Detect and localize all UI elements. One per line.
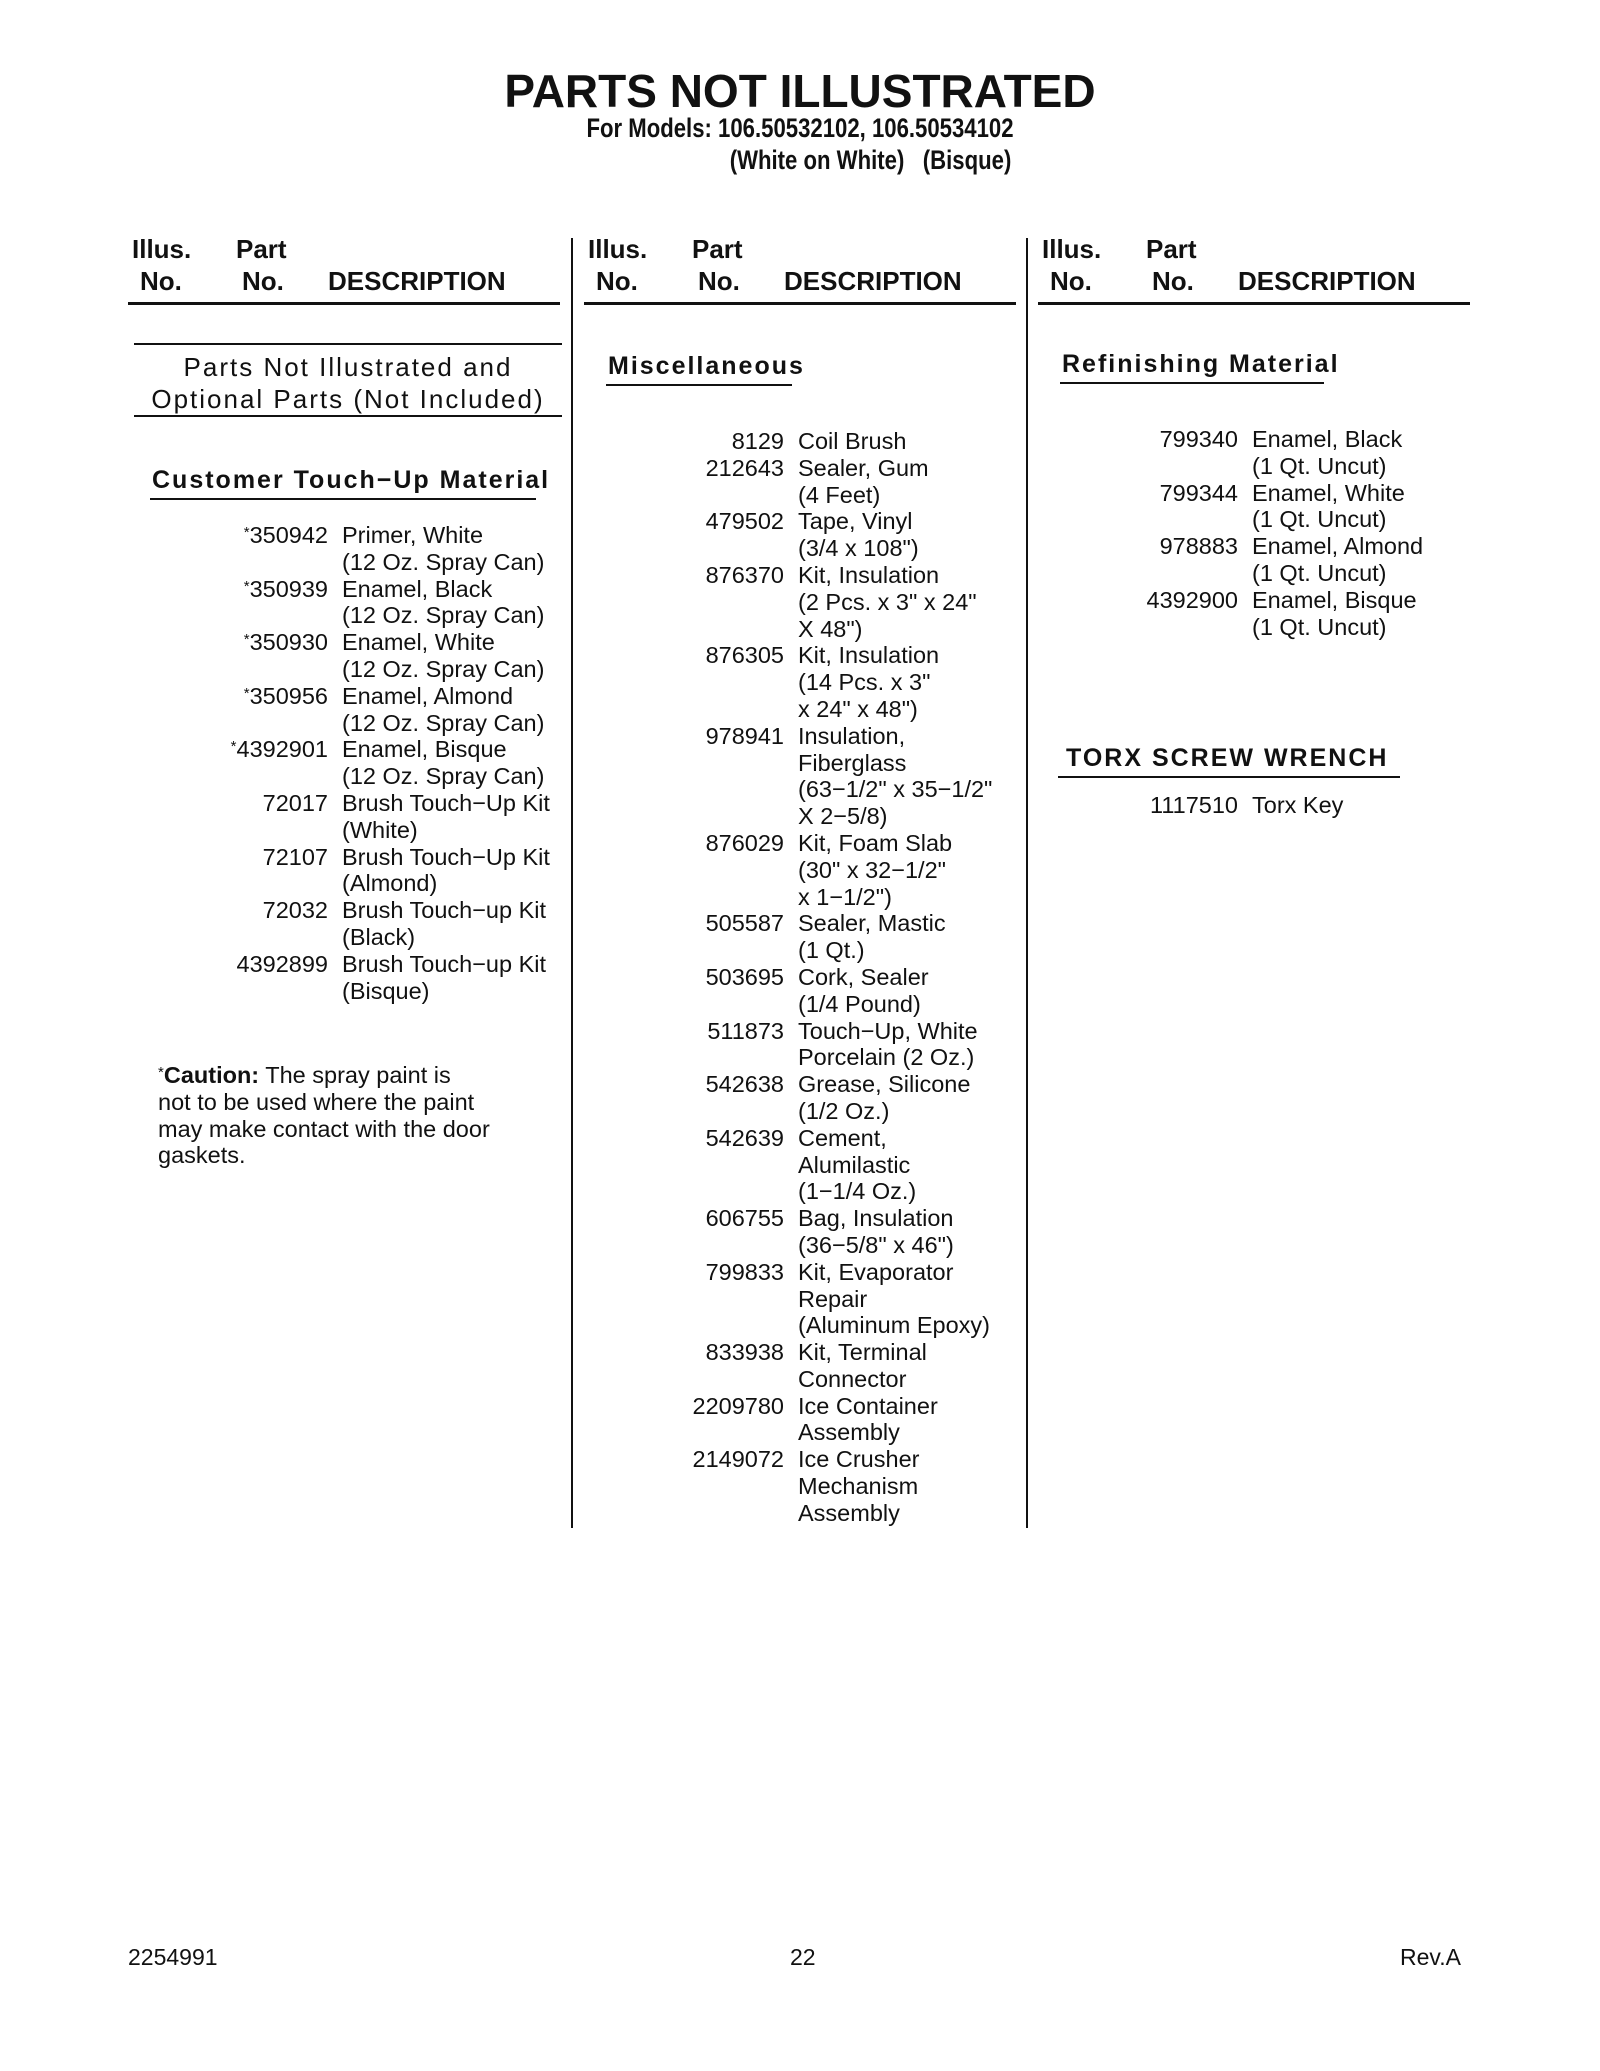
part-row — [128, 629, 568, 683]
doc-number: 2254991 — [128, 1944, 218, 1970]
part-number-text: 2209780 — [692, 1392, 784, 1419]
description-label: DESCRIPTION — [1238, 266, 1416, 296]
part-number — [1038, 426, 1238, 453]
part-description: Insulation, Fiberglass (63−1/2" x 35−1/2" X 2−5/8) — [798, 722, 993, 830]
caution-label: Caution: — [163, 1062, 260, 1088]
part-description: Enamel, White (1 Qt. Uncut) — [1252, 479, 1405, 533]
parts-list-miscellaneous — [584, 428, 1024, 1527]
part-number — [128, 522, 328, 549]
part-description: Bag, Insulation (36−5/8" x 46") — [798, 1205, 954, 1258]
section-title-miscellaneous: Miscellaneous — [608, 352, 805, 380]
part-number — [584, 830, 784, 857]
part-label: Part — [692, 234, 743, 264]
part-description: Kit, Evaporator Repair (Aluminum Epoxy) — [798, 1258, 990, 1339]
part-row — [128, 951, 568, 1005]
part-number-text: 503695 — [705, 963, 784, 990]
part-description: Cement, Alumilastic (1−1/4 Oz.) — [798, 1124, 917, 1205]
part-row — [584, 723, 1024, 830]
part-number-text: 511873 — [707, 1017, 784, 1044]
box-line-1: Parts Not Illustrated and — [183, 352, 513, 382]
part-number — [128, 736, 328, 763]
part-number — [584, 428, 784, 455]
part-row — [1038, 426, 1478, 480]
part-number-text: 8129 — [731, 428, 784, 454]
part-number — [584, 1018, 784, 1045]
part-description: Kit, Foam Slab (30" x 32−1/2" x 1−1/2") — [798, 829, 953, 910]
part-row — [128, 844, 568, 898]
part-description: Enamel, Bisque (1 Qt. Uncut) — [1252, 586, 1417, 640]
part-description: Primer, White (12 Oz. Spray Can) — [342, 522, 545, 575]
part-number — [584, 723, 784, 750]
part-number-text: 479502 — [705, 508, 784, 535]
part-number — [584, 455, 784, 482]
part-row — [1038, 587, 1478, 641]
part-number — [584, 1393, 784, 1420]
part-number-text: 799344 — [1159, 479, 1238, 506]
part-number — [584, 1446, 784, 1473]
part-description: Kit, Insulation (14 Pcs. x 3" x 24" x 48") — [798, 642, 940, 722]
part-description: Touch−Up, White Porcelain (2 Oz.) — [798, 1017, 978, 1071]
part-number-text: 876029 — [705, 829, 784, 856]
part-number — [584, 1339, 784, 1366]
part-description: Brush Touch−Up Kit (Almond) — [342, 843, 550, 897]
part-row — [584, 428, 1024, 455]
part-number — [584, 1205, 784, 1232]
part-description: Enamel, Black (12 Oz. Spray Can) — [342, 575, 545, 629]
asterisk-mark: * — [243, 631, 250, 649]
optional-parts-box — [134, 343, 562, 417]
part-row — [584, 1125, 1024, 1205]
part-number-text: 799340 — [1159, 426, 1238, 452]
part-row — [128, 683, 568, 737]
part-row — [128, 897, 568, 951]
part-row — [584, 910, 1024, 964]
part-label: Part — [1146, 234, 1197, 264]
caution-text: The spray paint is not to be used where the paint may make contact with the door gaskets. — [158, 1062, 490, 1169]
part-description: Enamel, Almond (12 Oz. Spray Can) — [342, 682, 545, 736]
part-number — [1038, 587, 1238, 614]
part-number-text: 1117510 — [1150, 792, 1238, 818]
asterisk-mark: * — [243, 524, 250, 541]
part-number-text: 72032 — [262, 897, 328, 924]
part-number-text: 606755 — [705, 1205, 784, 1232]
section-underline — [1060, 382, 1324, 384]
part-number — [584, 910, 784, 937]
column-header — [584, 232, 1016, 305]
column-divider — [571, 238, 573, 1528]
part-description: Enamel, White (12 Oz. Spray Can) — [342, 629, 545, 682]
illus-label: Illus. — [588, 234, 648, 264]
part-description: Brush Touch−Up Kit (White) — [342, 789, 550, 843]
part-row — [1038, 480, 1478, 534]
column-divider — [1026, 238, 1028, 1528]
section-underline — [150, 498, 536, 500]
page-title: PARTS NOT ILLUSTRATED — [504, 65, 1096, 117]
part-number — [584, 562, 784, 589]
description-label: DESCRIPTION — [328, 266, 506, 296]
part-number-text: 350956 — [249, 682, 328, 709]
part-description: Sealer, Gum (4 Feet) — [798, 454, 929, 508]
part-description: Enamel, Bisque (12 Oz. Spray Can) — [342, 736, 545, 790]
middle-column — [584, 232, 1024, 1532]
part-row — [584, 642, 1024, 722]
part-row — [1038, 792, 1478, 819]
part-description: Ice Crusher Mechanism Assembly — [798, 1446, 920, 1526]
part-number — [128, 897, 328, 924]
part-description: Enamel, Black (1 Qt. Uncut) — [1252, 426, 1403, 479]
part-number-text: 350930 — [249, 629, 328, 656]
part-description: Tape, Vinyl (3/4 x 108") — [798, 508, 919, 562]
part-no-label: No. — [1152, 266, 1194, 296]
parts-list-torx — [1038, 792, 1478, 819]
section-title-refinishing: Refinishing Material — [1062, 350, 1340, 378]
part-no-label: No. — [242, 266, 284, 296]
part-number-text: 876370 — [705, 561, 784, 588]
part-number — [584, 508, 784, 535]
part-row — [128, 522, 568, 576]
caution-note — [158, 1062, 558, 1169]
part-no-label: No. — [698, 266, 740, 296]
part-number — [584, 964, 784, 991]
part-number-text: 799833 — [705, 1258, 784, 1285]
part-row — [584, 1259, 1024, 1339]
part-description: Kit, Terminal Connector — [798, 1339, 927, 1392]
part-number — [1038, 792, 1238, 819]
part-description: Brush Touch−up Kit (Bisque) — [342, 950, 547, 1004]
right-column — [1038, 232, 1478, 1532]
part-row — [584, 830, 1024, 910]
part-description: Sealer, Mastic (1 Qt.) — [798, 910, 946, 964]
part-row — [584, 1071, 1024, 1125]
part-number-text: 350942 — [249, 522, 328, 548]
column-header — [128, 232, 560, 305]
section-title-touchup: Customer Touch−Up Material — [152, 466, 551, 494]
part-number — [128, 790, 328, 817]
part-description: Coil Brush — [798, 428, 907, 454]
part-description: Ice Container Assembly — [798, 1392, 938, 1446]
parts-list-touchup — [128, 522, 568, 1004]
part-number-text: 4392899 — [236, 950, 328, 977]
part-number-text: 978883 — [1159, 533, 1238, 560]
part-number-text: 2149072 — [692, 1446, 784, 1473]
part-number-text: 212643 — [705, 454, 784, 481]
asterisk-mark: * — [243, 684, 250, 702]
part-label: Part — [236, 234, 287, 264]
description-label: DESCRIPTION — [784, 266, 962, 296]
column-header — [1038, 232, 1470, 305]
part-number — [1038, 533, 1238, 560]
part-description: Brush Touch−up Kit (Black) — [342, 897, 547, 950]
part-number — [128, 683, 328, 710]
asterisk-mark: * — [243, 577, 250, 595]
colors-subtitle: (White on White) (Bisque) — [729, 145, 1012, 175]
page-number: 22 — [790, 1944, 816, 1970]
part-number-text: 876305 — [705, 642, 784, 669]
part-row — [128, 790, 568, 844]
part-description: Enamel, Almond (1 Qt. Uncut) — [1252, 533, 1424, 586]
part-number — [128, 629, 328, 656]
section-title-torx: TORX SCREW WRENCH — [1066, 744, 1389, 772]
part-row — [584, 1205, 1024, 1259]
illus-no-label: No. — [1050, 266, 1092, 296]
part-number — [584, 1125, 784, 1152]
part-number-text: 978941 — [705, 722, 784, 749]
part-number-text: 72107 — [262, 843, 328, 870]
part-number — [128, 576, 328, 603]
part-description: Grease, Silicone (1/2 Oz.) — [798, 1071, 971, 1124]
part-number-text: 350939 — [249, 575, 328, 602]
left-column — [128, 232, 568, 1532]
part-number — [584, 1259, 784, 1286]
part-number-text: 4392900 — [1146, 586, 1238, 613]
part-number-text: 505587 — [705, 910, 784, 937]
section-underline — [606, 384, 792, 386]
illus-no-label: No. — [140, 266, 182, 296]
part-description: Cork, Sealer (1/4 Pound) — [798, 963, 929, 1017]
parts-list-refinishing — [1038, 426, 1478, 640]
part-row — [584, 1339, 1024, 1393]
revision: Rev.A — [1400, 1944, 1461, 1970]
part-number-text: 833938 — [705, 1339, 784, 1366]
illus-no-label: No. — [596, 266, 638, 296]
caution-star: * — [158, 1064, 164, 1081]
part-row — [128, 736, 568, 790]
part-number — [128, 844, 328, 871]
part-number — [584, 642, 784, 669]
illus-label: Illus. — [1042, 234, 1102, 264]
part-description: Torx Key — [1252, 792, 1344, 818]
part-number-text: 542639 — [705, 1124, 784, 1151]
section-underline — [1058, 776, 1400, 778]
part-row — [584, 1018, 1024, 1072]
illus-label: Illus. — [132, 234, 192, 264]
part-number-text: 72017 — [262, 789, 328, 816]
part-row — [584, 964, 1024, 1018]
part-row — [584, 508, 1024, 562]
part-row — [584, 562, 1024, 642]
part-number — [1038, 480, 1238, 507]
part-row — [584, 455, 1024, 509]
part-description: Kit, Insulation (2 Pcs. x 3" x 24" X 48") — [798, 561, 977, 642]
box-line-2: Optional Parts (Not Included) — [151, 384, 545, 414]
part-number — [584, 1071, 784, 1098]
part-number-text: 4392901 — [236, 736, 328, 763]
part-row — [584, 1393, 1024, 1447]
part-number-text: 542638 — [705, 1071, 784, 1098]
part-row — [1038, 533, 1478, 587]
models-subtitle: For Models: 106.50532102, 106.50534102 — [586, 113, 1014, 143]
asterisk-mark: * — [230, 738, 237, 756]
part-row — [128, 576, 568, 630]
part-row — [584, 1446, 1024, 1526]
part-number — [128, 951, 328, 978]
